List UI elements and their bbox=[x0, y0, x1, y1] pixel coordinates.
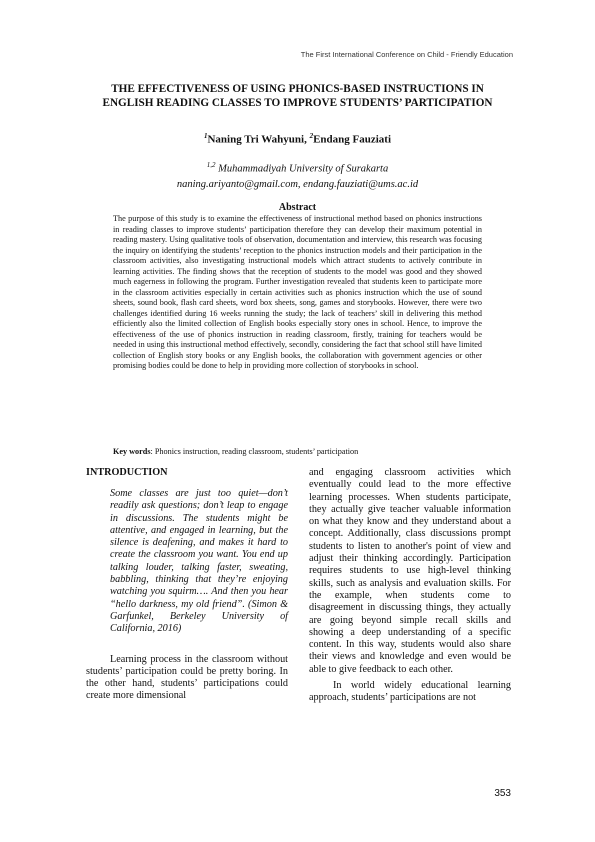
paper-title bbox=[70, 82, 525, 110]
affiliation-emails: naning.ariyanto@gmail.com, endang.fauziati@ums.ac.id bbox=[176, 178, 419, 190]
left-column bbox=[86, 467, 288, 703]
intro-paragraph-right-2: In world widely educational learning approach, students’ participations are not bbox=[309, 680, 511, 704]
page-number: 353 bbox=[494, 788, 511, 799]
author-1-superscript: 1 bbox=[203, 132, 208, 140]
right-column bbox=[309, 467, 511, 705]
keywords-label: Key words bbox=[113, 447, 151, 456]
abstract-heading: Abstract bbox=[278, 202, 317, 213]
intro-paragraph-right-1: and engaging classroom activities which eventually could lead to the more effective learning processes. When students participate, they actually give teacher valuable information on what they know and they understand about a concept. Additionally, class discussions prompt students to listen to another's point of view and adjust their thinking accordingly. Participation requires students to use high-level thinking skills, such as analysis and evaluation skills. For the example, when students come to disagreement in discussing things, they actually are going beyond simple recall skills and showing a deep understanding of a specific content. In this way, students would also share their views and knowledge and even would be able to give feedback to each other. bbox=[309, 467, 511, 675]
affiliation-institution: Muhammadiyah University of Surakarta bbox=[215, 163, 389, 175]
intro-paragraph-left: Learning process in the classroom without students’ participation could be pretty boring. In the other hand, students’ participations could create more dimensional bbox=[86, 653, 288, 702]
keywords-line bbox=[113, 447, 482, 456]
author-2-superscript: 2 bbox=[309, 132, 314, 140]
title-line-2: ENGLISH READING CLASSES TO IMPROVE STUDENTS’ PARTICIPATION bbox=[102, 97, 493, 109]
running-head: The First International Conference on Child - Friendly Education bbox=[300, 50, 513, 59]
abstract-body: The purpose of this study is to examine the effectiveness of instructional method based on phonics instructions in reading classes to improve students’ participation therefore they can develop their maximum potential in reading mastery. Using qualitative tools of observation, documentation and interview, this research was focusing the inquiry on identifying the students’ reception to the phonics instruction models and their participation in the classroom activities, also investigating instructional models which attract students to actively contribute in learning activities. The finding shows that the reception of students to the model was good and they showed much eagerness in following the program. Further investigation revealed that students keen to participate more in the classroom activities especially in certain activities such as phonics instruction which the use of sound sheets, sound book, flash card sheets, word box sheets, song, games and storybooks. However, there were two challenges identified during 16 weeks running the study; the lack of teachers’ skill in delivering this method efficiently also the limited collection of English books especially story ones in school. Hence, to improve the effectiveness of the use of phonics instruction in reading classroom, firstly, training for teachers would be needed in using this instructional method effectively, secondly, considering the fact that school still have limited collection of English story books or any English books, the collaboration with government agencies or other promising bodies could be done to help in providing more collection of storybooks in school. bbox=[113, 214, 482, 370]
keywords-text: : Phonics instruction, reading classroom, students’ participation bbox=[150, 447, 359, 456]
author-2-name: Endang Fauziati bbox=[313, 133, 392, 146]
affiliation-institution-line bbox=[0, 158, 595, 177]
title-line-1: THE EFFECTIVENESS OF USING PHONICS-BASED INSTRUCTIONS IN bbox=[111, 83, 484, 95]
affiliation-superscript: 1,2 bbox=[206, 161, 216, 169]
author-list bbox=[0, 132, 595, 146]
epigraph-quote: Some classes are just too quiet—don’t readily ask questions; don’t leap to engage in discussions. The students might be attentive, and engaged in learning, but the silence is deafening, and makes it hard to create the classroom you want. You end up talking louder, talking faster, sweating, babbling, thinking that they’re enjoying watching you squirm…. And then you hear “hello darkness, my old friend”. (Simon & Garfunkel, Berkeley University of California, 2016) bbox=[110, 488, 288, 635]
affiliation-block bbox=[0, 158, 595, 192]
author-1-name: Naning Tri Wahyuni, bbox=[207, 133, 310, 146]
introduction-heading: INTRODUCTION bbox=[86, 467, 168, 478]
